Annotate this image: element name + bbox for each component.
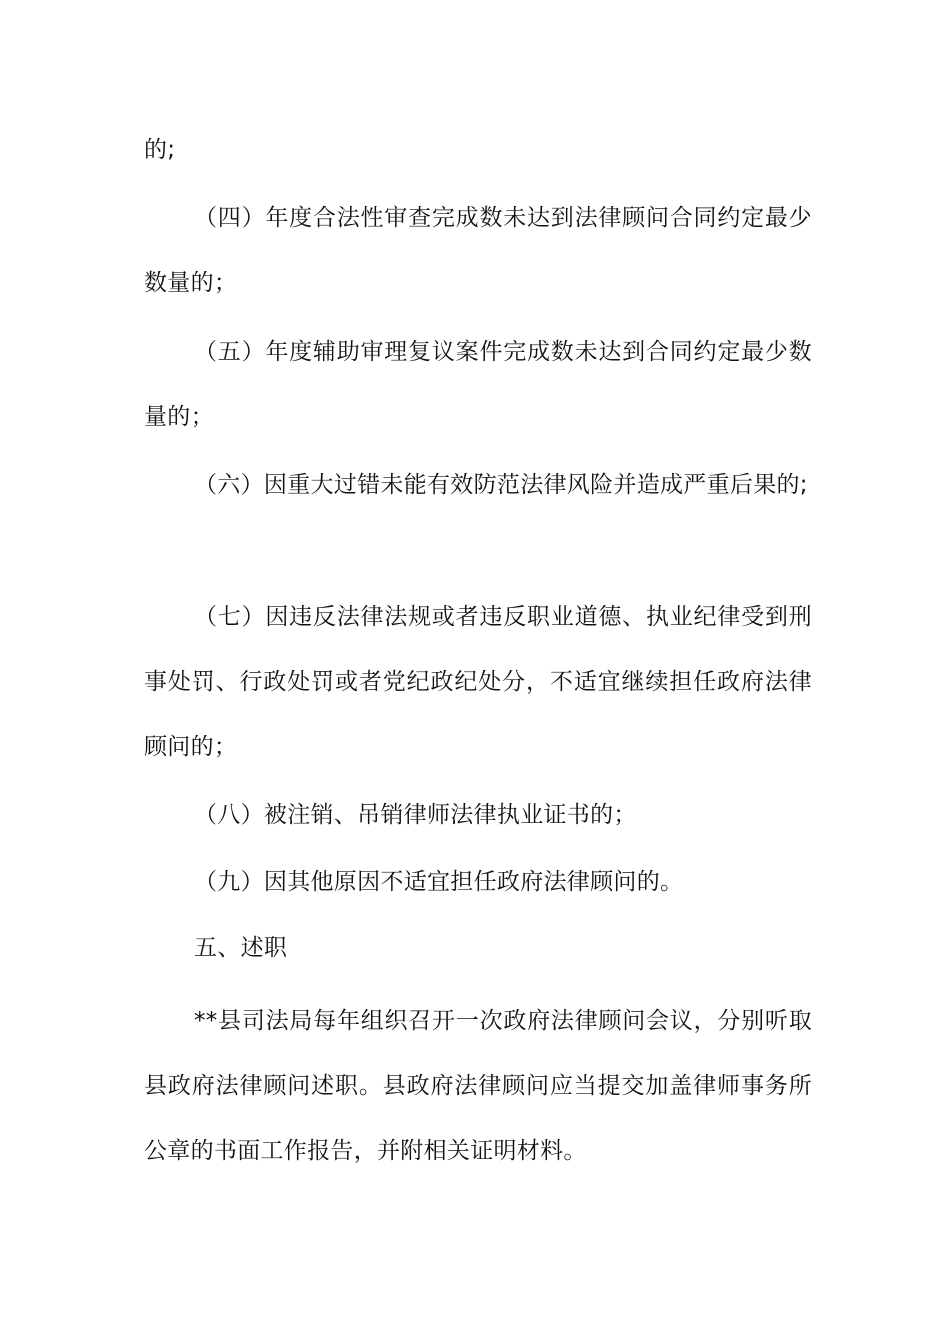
paragraph-continuation: 的; [144, 137, 176, 163]
paragraph-item-8: （八）被注销、吊销律师法律执业证书的； [194, 802, 637, 828]
paragraph-debriefing-body: **县司法局每年组织召开一次政府法律顾问会议，分别听取县政府法律顾问述职。县政府法律顾问应当提交加盖律师事务所公章的书面工作报告，并附相关证明材料。 [144, 1008, 812, 1164]
paragraph-item-9: （九）因其他原因不适宜担任政府法律顾问的。 [194, 869, 684, 895]
paragraph-item-5: （五）年度辅助审理复议案件完成数未达到合同约定最少数量的； [144, 339, 812, 430]
paragraph-item-7: （七）因违反法律法规或者违反职业道德、执业纪律受到刑事处罚、行政处罚或者党纪政纪处分，不适宜继续担任政府法律顾问的； [144, 604, 812, 760]
paragraph-item-4: （四）年度合法性审查完成数未达到法律顾问合同约定最少数量的； [144, 205, 812, 296]
section-heading-debriefing: 五、述职 [194, 935, 288, 961]
paragraph-item-6: （六）因重大过错未能有效防范法律风险并造成严重后果的; [194, 472, 808, 498]
